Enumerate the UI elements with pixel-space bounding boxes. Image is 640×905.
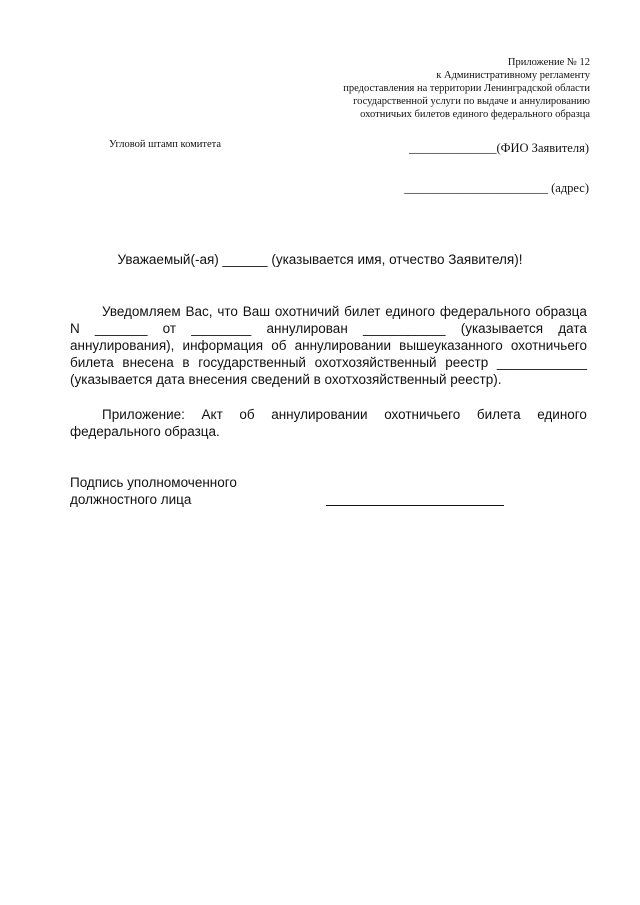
word: охотничьего bbox=[384, 407, 461, 422]
notice-line bbox=[70, 303, 587, 320]
appendix-line: предоставления на территории Ленинградской области bbox=[343, 83, 590, 94]
word: образца bbox=[535, 304, 587, 319]
attachment-line: федерального образца. bbox=[70, 424, 220, 439]
signature-label-line: Подпись уполномоченного bbox=[70, 475, 237, 490]
word: _______ bbox=[94, 321, 148, 336]
word: дата bbox=[558, 321, 587, 336]
word: Ваш bbox=[242, 304, 271, 319]
word: Приложение: bbox=[102, 407, 185, 422]
word: ________ bbox=[191, 321, 252, 336]
corner-stamp-label: Угловой штамп комитета bbox=[109, 139, 222, 150]
notice-line bbox=[70, 337, 587, 354]
appendix-line: к Административному регламенту bbox=[436, 70, 590, 81]
word: аннулирован bbox=[266, 321, 348, 336]
applicant-name-field: ______________(ФИО Заявителя) bbox=[408, 141, 589, 155]
word: ___________ bbox=[362, 321, 446, 336]
attachment-line bbox=[70, 406, 587, 423]
word: об bbox=[271, 338, 287, 353]
word: от bbox=[162, 321, 177, 336]
applicant-address-field: _______________________ (адрес) bbox=[404, 181, 589, 195]
word: единого bbox=[385, 304, 436, 319]
word: Уведомляем bbox=[102, 304, 181, 319]
word: билета bbox=[476, 407, 521, 422]
word: информация bbox=[182, 338, 264, 353]
appendix-line: охотничьих билетов единого федерального образца bbox=[360, 109, 590, 120]
word: федерального bbox=[439, 304, 531, 319]
word: охотхозяйственный bbox=[314, 355, 437, 370]
word: аннулирования), bbox=[70, 338, 175, 353]
signature-line bbox=[326, 505, 504, 506]
word: N bbox=[70, 321, 80, 336]
appendix-header bbox=[290, 56, 590, 121]
word: единого bbox=[537, 407, 587, 422]
appendix-line: Приложение № 12 bbox=[507, 57, 590, 68]
greeting: Уважаемый(-ая) ______ (указывается имя, отчество Заявителя)! bbox=[117, 252, 523, 267]
word: об bbox=[239, 407, 255, 422]
word: в bbox=[182, 355, 190, 370]
signature-label-line: должностного лица bbox=[70, 492, 192, 507]
word: вышеуказанного bbox=[399, 338, 503, 353]
word: Акт bbox=[201, 407, 223, 422]
word: реестр bbox=[445, 355, 489, 370]
notice-line: (указывается дата внесения сведений в охотхозяйственный реестр). bbox=[70, 372, 502, 387]
word: охотничий bbox=[274, 304, 340, 319]
word: охотничьего bbox=[510, 338, 587, 353]
notice-paragraph bbox=[70, 303, 587, 388]
appendix-line: государственной услуги по выдаче и аннулированию bbox=[353, 96, 590, 107]
word: Вас, bbox=[185, 304, 213, 319]
word: внесена bbox=[122, 355, 174, 370]
word: билет bbox=[344, 304, 381, 319]
word: что bbox=[217, 304, 238, 319]
signature-label bbox=[70, 474, 237, 508]
word: билета bbox=[70, 355, 114, 370]
word: аннулировании bbox=[271, 407, 368, 422]
attachment-paragraph bbox=[70, 406, 587, 440]
notice-line bbox=[70, 354, 587, 371]
word: ____________ bbox=[496, 355, 587, 370]
word: (указывается bbox=[460, 321, 544, 336]
word: государственный bbox=[198, 355, 306, 370]
word: аннулировании bbox=[294, 338, 391, 353]
notice-line bbox=[70, 320, 587, 337]
